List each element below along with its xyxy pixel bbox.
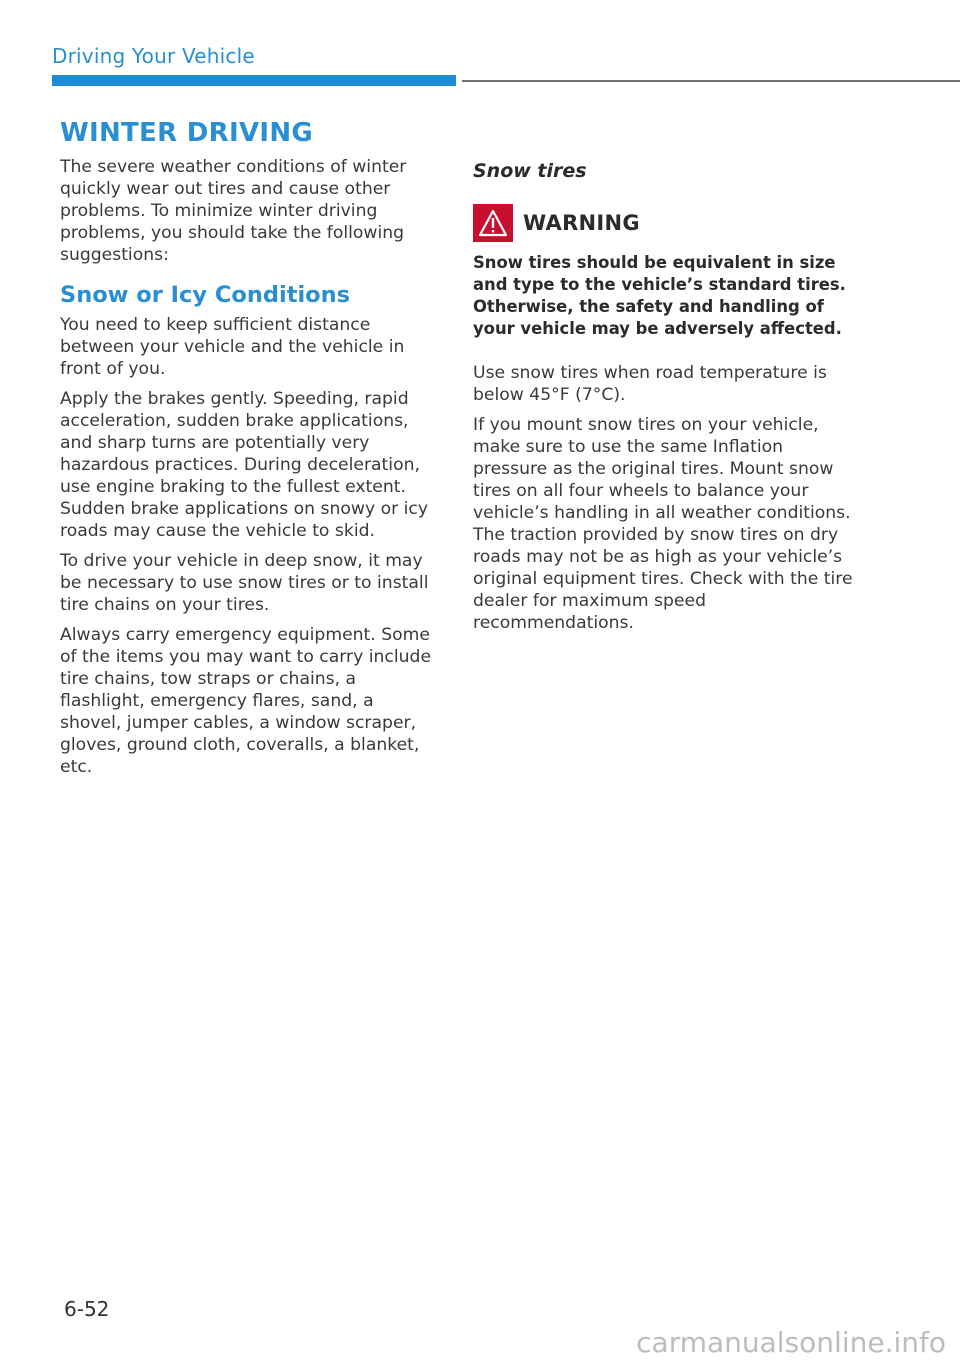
left-column: [60, 118, 440, 786]
subsection-title: Snow tires: [473, 160, 587, 182]
intro-paragraph: The severe weather conditions of winter quickly wear out tires and cause other problems. To minimize winter driving problems, you should take the following suggestions:: [60, 157, 407, 265]
warning-header: [473, 204, 858, 242]
paragraph: If you mount snow tires on your vehicle, make sure to use the same Inflation pressure as the original tires. Mount snow tires on all four wheels to balance your vehicle’s handling in all weather conditions. The traction provided by snow tires on dry roads may not be as high as your vehicle’s original equipment tires. Check with the tire dealer for maximum speed recommendations.: [473, 415, 853, 633]
header-accent-bar: [52, 75, 456, 86]
paragraph: Use snow tires when road temperature is below 45°F (7°C).: [473, 363, 827, 405]
paragraph: Always carry emergency equipment. Some of the items you may want to carry include tire chains, tow straps or chains, a flashlight, emergency flares, sand, a shovel, jumper cables, a window scraper, gloves, ground cloth, coveralls, a blanket, etc.: [60, 625, 432, 777]
watermark: carmanualsonline.info: [636, 1326, 946, 1359]
header-rule: [462, 80, 960, 82]
paragraph: Apply the brakes gently. Speeding, rapid acceleration, sudden brake applications, and sharp turns are potentially very hazardous practices. During deceleration, use engine braking to the fullest extent. Sudden brake applications on snowy or icy roads may cause the vehicle to skid.: [60, 389, 429, 541]
paragraph: You need to keep sufficient distance between your vehicle and the vehicle in front of you.: [60, 315, 405, 379]
right-column: [473, 160, 858, 642]
paragraph: To drive your vehicle in deep snow, it may be necessary to use snow tires or to install tire chains on your tires.: [60, 551, 429, 615]
page-number: 6-52: [64, 1297, 110, 1321]
section-title: Driving Your Vehicle: [52, 44, 255, 68]
subsection-title: Snow or Icy Conditions: [60, 282, 351, 308]
warning-label: WARNING: [523, 211, 640, 235]
warning-triangle-icon: [473, 204, 513, 242]
page-title: WINTER DRIVING: [60, 118, 314, 148]
warning-text: Snow tires should be equivalent in size and type to the vehicle’s standard tires. Otherwise, the safety and handling of your vehicle may be adversely affected.: [473, 253, 846, 338]
